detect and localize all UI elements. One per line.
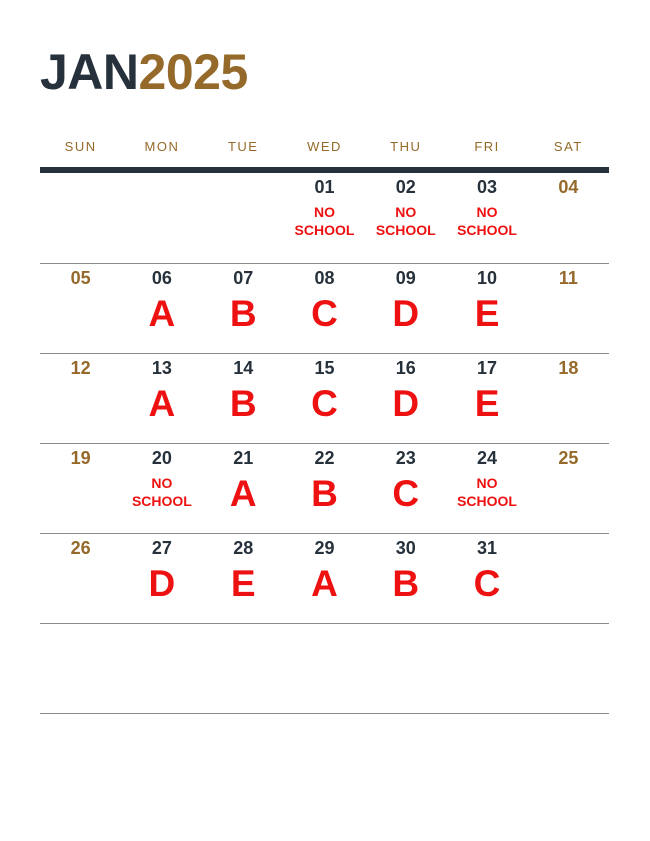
day-number: 28 bbox=[233, 538, 254, 558]
calendar-day bbox=[365, 624, 446, 713]
day-number: 24 bbox=[477, 448, 498, 468]
day-number: 21 bbox=[233, 448, 254, 468]
calendar-day bbox=[528, 534, 609, 623]
calendar-day bbox=[446, 624, 527, 713]
calendar-day bbox=[203, 173, 284, 263]
rotation-day-letter: B bbox=[311, 473, 338, 514]
day-number: 16 bbox=[395, 358, 416, 378]
calendar-day bbox=[284, 354, 365, 443]
calendar-day bbox=[40, 534, 121, 623]
rotation-day-letter: E bbox=[474, 293, 500, 334]
day-number: 01 bbox=[314, 177, 335, 197]
rotation-day-letter: C bbox=[392, 473, 420, 514]
day-number: 14 bbox=[233, 358, 254, 378]
rotation-day-letter: D bbox=[148, 563, 176, 604]
day-number: 27 bbox=[151, 538, 172, 558]
day-number: 08 bbox=[314, 268, 335, 288]
calendar-day bbox=[40, 173, 121, 263]
calendar-day bbox=[446, 264, 527, 353]
rotation-day-letter: C bbox=[311, 293, 338, 334]
weekday-sun: SUN bbox=[64, 139, 97, 154]
rotation-day-letter: E bbox=[230, 563, 256, 604]
day-number: 10 bbox=[477, 268, 498, 288]
day-number: 31 bbox=[477, 538, 498, 558]
calendar-day bbox=[203, 534, 284, 623]
rotation-day-letter: A bbox=[148, 383, 176, 424]
title-month: JAN bbox=[40, 44, 139, 100]
calendar-day bbox=[284, 534, 365, 623]
day-number: 23 bbox=[395, 448, 416, 468]
rotation-day-letter: D bbox=[392, 293, 420, 334]
day-number: 29 bbox=[314, 538, 335, 558]
calendar-day bbox=[528, 264, 609, 353]
weekday-wed: WED bbox=[307, 139, 342, 154]
calendar-day bbox=[528, 444, 609, 533]
calendar-day bbox=[446, 173, 527, 263]
no-school-note: NO SCHOOL bbox=[457, 204, 517, 238]
day-number: 05 bbox=[70, 268, 91, 288]
day-number: 30 bbox=[395, 538, 416, 558]
day-number: 26 bbox=[70, 538, 91, 558]
title-year: 2025 bbox=[138, 44, 248, 100]
day-number: 09 bbox=[395, 268, 416, 288]
day-number: 11 bbox=[558, 268, 578, 288]
calendar-day bbox=[365, 173, 446, 263]
rotation-day-letter: E bbox=[474, 383, 500, 424]
calendar-day bbox=[284, 264, 365, 353]
calendar-day bbox=[365, 444, 446, 533]
calendar-day bbox=[365, 534, 446, 623]
day-number: 18 bbox=[558, 358, 579, 378]
calendar-day bbox=[40, 624, 121, 713]
calendar-day bbox=[365, 354, 446, 443]
calendar-day bbox=[446, 444, 527, 533]
weekday-sat: SAT bbox=[553, 139, 583, 154]
calendar-day bbox=[528, 624, 609, 713]
calendar-day bbox=[121, 354, 202, 443]
day-number: 20 bbox=[151, 448, 172, 468]
day-number: 07 bbox=[233, 268, 254, 288]
weekday-thu: THU bbox=[390, 139, 422, 154]
day-number: 04 bbox=[558, 177, 579, 197]
calendar-day bbox=[365, 264, 446, 353]
calendar-day bbox=[446, 354, 527, 443]
day-number: 17 bbox=[477, 358, 498, 378]
rotation-day-letter: A bbox=[148, 293, 176, 334]
calendar-day bbox=[121, 624, 202, 713]
calendar-week bbox=[40, 444, 609, 534]
rotation-day-letter: B bbox=[392, 563, 420, 604]
rotation-day-letter: A bbox=[229, 473, 257, 514]
day-number: 12 bbox=[70, 358, 91, 378]
calendar-week bbox=[40, 534, 609, 624]
weekday-fri: FRI bbox=[474, 139, 500, 154]
day-number: 25 bbox=[558, 448, 579, 468]
rotation-day-letter: B bbox=[229, 383, 257, 424]
calendar-day bbox=[121, 444, 202, 533]
calendar-day bbox=[446, 534, 527, 623]
calendar-day bbox=[40, 264, 121, 353]
calendar-day bbox=[40, 444, 121, 533]
calendar-day bbox=[121, 534, 202, 623]
day-number: 15 bbox=[314, 358, 335, 378]
day-number: 03 bbox=[477, 177, 498, 197]
rotation-day-letter: C bbox=[311, 383, 338, 424]
calendar-day bbox=[121, 264, 202, 353]
weekday-mon: MON bbox=[144, 139, 180, 154]
weekday-tue: TUE bbox=[227, 139, 259, 154]
rotation-day-letter: D bbox=[392, 383, 420, 424]
day-number: 02 bbox=[395, 177, 416, 197]
calendar-day bbox=[40, 354, 121, 443]
calendar-day bbox=[284, 173, 365, 263]
calendar-day bbox=[121, 173, 202, 263]
calendar-week bbox=[40, 173, 609, 264]
calendar-day bbox=[203, 264, 284, 353]
no-school-note: NO SCHOOL bbox=[294, 204, 355, 238]
calendar-day bbox=[203, 624, 284, 713]
calendar-day bbox=[203, 354, 284, 443]
calendar-title bbox=[40, 46, 248, 98]
calendar-day bbox=[284, 444, 365, 533]
calendar-day bbox=[284, 624, 365, 713]
calendar-grid bbox=[40, 173, 609, 714]
weekday-header bbox=[40, 139, 609, 155]
calendar-week bbox=[40, 264, 609, 354]
day-number: 19 bbox=[70, 448, 91, 468]
day-number: 13 bbox=[151, 358, 172, 378]
day-number: 22 bbox=[314, 448, 335, 468]
calendar-week bbox=[40, 354, 609, 444]
no-school-note: NO SCHOOL bbox=[457, 475, 517, 509]
calendar-day bbox=[203, 444, 284, 533]
calendar-day bbox=[528, 354, 609, 443]
rotation-day-letter: B bbox=[229, 293, 257, 334]
day-number: 06 bbox=[151, 268, 172, 288]
calendar-day bbox=[528, 173, 609, 263]
no-school-note: NO SCHOOL bbox=[375, 204, 436, 238]
rotation-day-letter: C bbox=[473, 563, 501, 604]
no-school-note: NO SCHOOL bbox=[131, 475, 192, 509]
rotation-day-letter: A bbox=[311, 563, 338, 604]
calendar-week bbox=[40, 624, 609, 714]
